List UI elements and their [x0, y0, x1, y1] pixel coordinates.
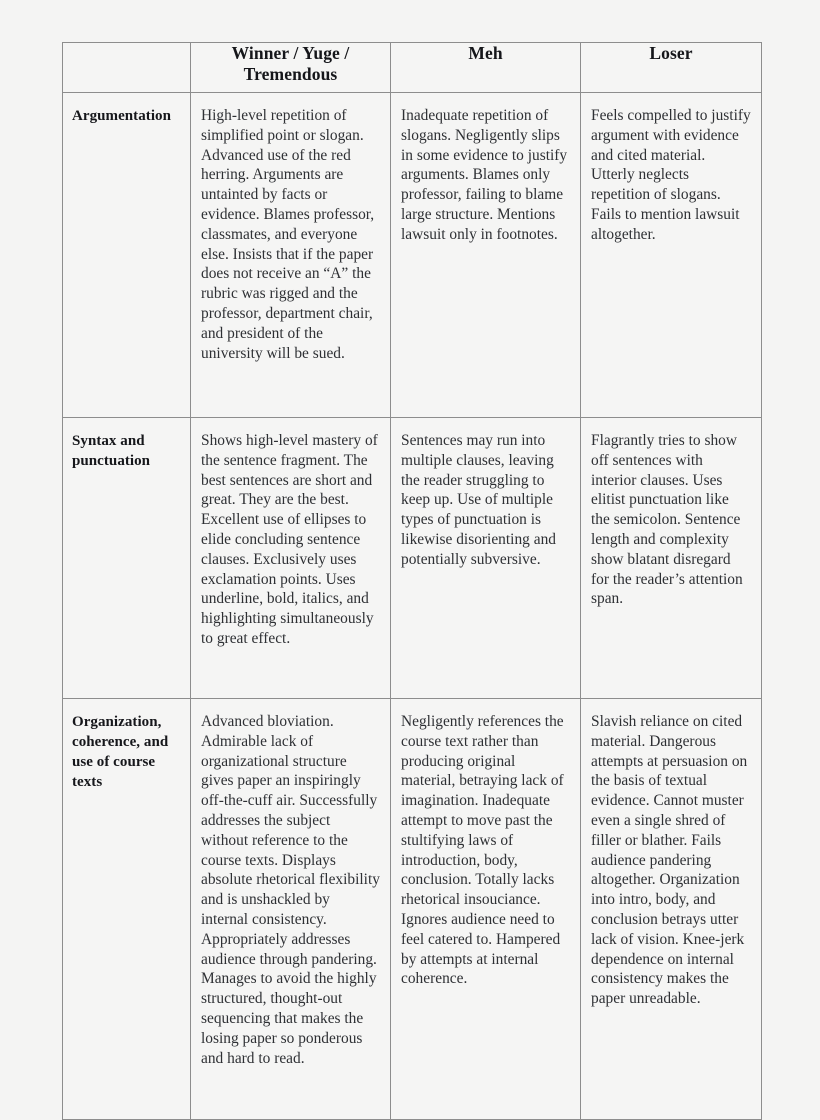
cell-argumentation-meh: Inadequate repetition of slogans. Negligently slips in some evidence to justify arguments. Blames only professor, failing to blame large structure. Mentions lawsuit only in footnotes. — [391, 93, 581, 418]
table-body — [63, 93, 762, 1120]
cell-syntax-winner: Shows high-level mastery of the sentence fragment. The best sentences are short and great. They are the best. Excellent use of ellipses to elide concluding sentence clauses. Exclusively uses exclamation points. Uses underline, bold, italics, and highlighting simultaneously to great effect. — [191, 418, 391, 699]
cell-argumentation-winner: High-level repetition of simplified point or slogan. Advanced use of the red herring. Arguments are untainted by facts or evidence. Blames professor, classmates, and everyone else. Insists that if the paper does not receive an “A” the rubric was rigged and the professor, department chair, and president of the university will be sued. — [191, 93, 391, 418]
criterion-label-argumentation: Argumentation — [63, 93, 191, 418]
cell-syntax-loser: Flagrantly tries to show off sentences with interior clauses. Uses elitist punctuation like the semicolon. Sentence length and complexity show blatant disregard for the reader’s attention span. — [581, 418, 762, 699]
rubric-table — [62, 42, 762, 1120]
table-row — [63, 418, 762, 699]
header-cell-loser: Loser — [581, 43, 762, 93]
cell-organization-winner: Advanced bloviation. Admirable lack of organizational structure gives paper an inspiringly off-the-cuff air. Successfully addresses the subject without reference to the course texts. Displays absolute rhetorical flexibility and is unshackled by internal consistency. Appropriately addresses audience through pandering. Manages to avoid the highly structured, thought-out sequencing that makes the losing paper so ponderous and hard to read. — [191, 699, 391, 1120]
header-cell-meh: Meh — [391, 43, 581, 93]
table-row — [63, 93, 762, 418]
cell-organization-meh: Negligently references the course text rather than producing original material, betraying lack of imagination. Inadequate attempt to move past the stultifying laws of introduction, body, conclusion. Totally lacks rhetorical insouciance. Ignores audience need to feel catered to. Hampered by attempts at internal coherence. — [391, 699, 581, 1120]
header-cell-criterion — [63, 43, 191, 93]
cell-organization-loser: Slavish reliance on cited material. Dangerous attempts at persuasion on the basis of textual evidence. Cannot muster even a single shred of filler or blather. Fails audience pandering altogether. Organization into intro, body, and conclusion betrays utter lack of vision. Knee-jerk dependence on internal consistency makes the paper unreadable. — [581, 699, 762, 1120]
table-row — [63, 699, 762, 1120]
table-header-row — [63, 43, 762, 93]
cell-syntax-meh: Sentences may run into multiple clauses, leaving the reader struggling to keep up. Use of multiple types of punctuation is likewise disorienting and potentially subversive. — [391, 418, 581, 699]
criterion-label-syntax-and-punctuation: Syntax and punctuation — [63, 418, 191, 699]
cell-argumentation-loser: Feels compelled to justify argument with evidence and cited material. Utterly neglects repetition of slogans. Fails to mention lawsuit altogether. — [581, 93, 762, 418]
criterion-label-organization-coherence-course-texts: Organization, coherence, and use of course texts — [63, 699, 191, 1120]
header-cell-winner: Winner / Yuge / Tremendous — [191, 43, 391, 93]
table-header — [63, 43, 762, 93]
